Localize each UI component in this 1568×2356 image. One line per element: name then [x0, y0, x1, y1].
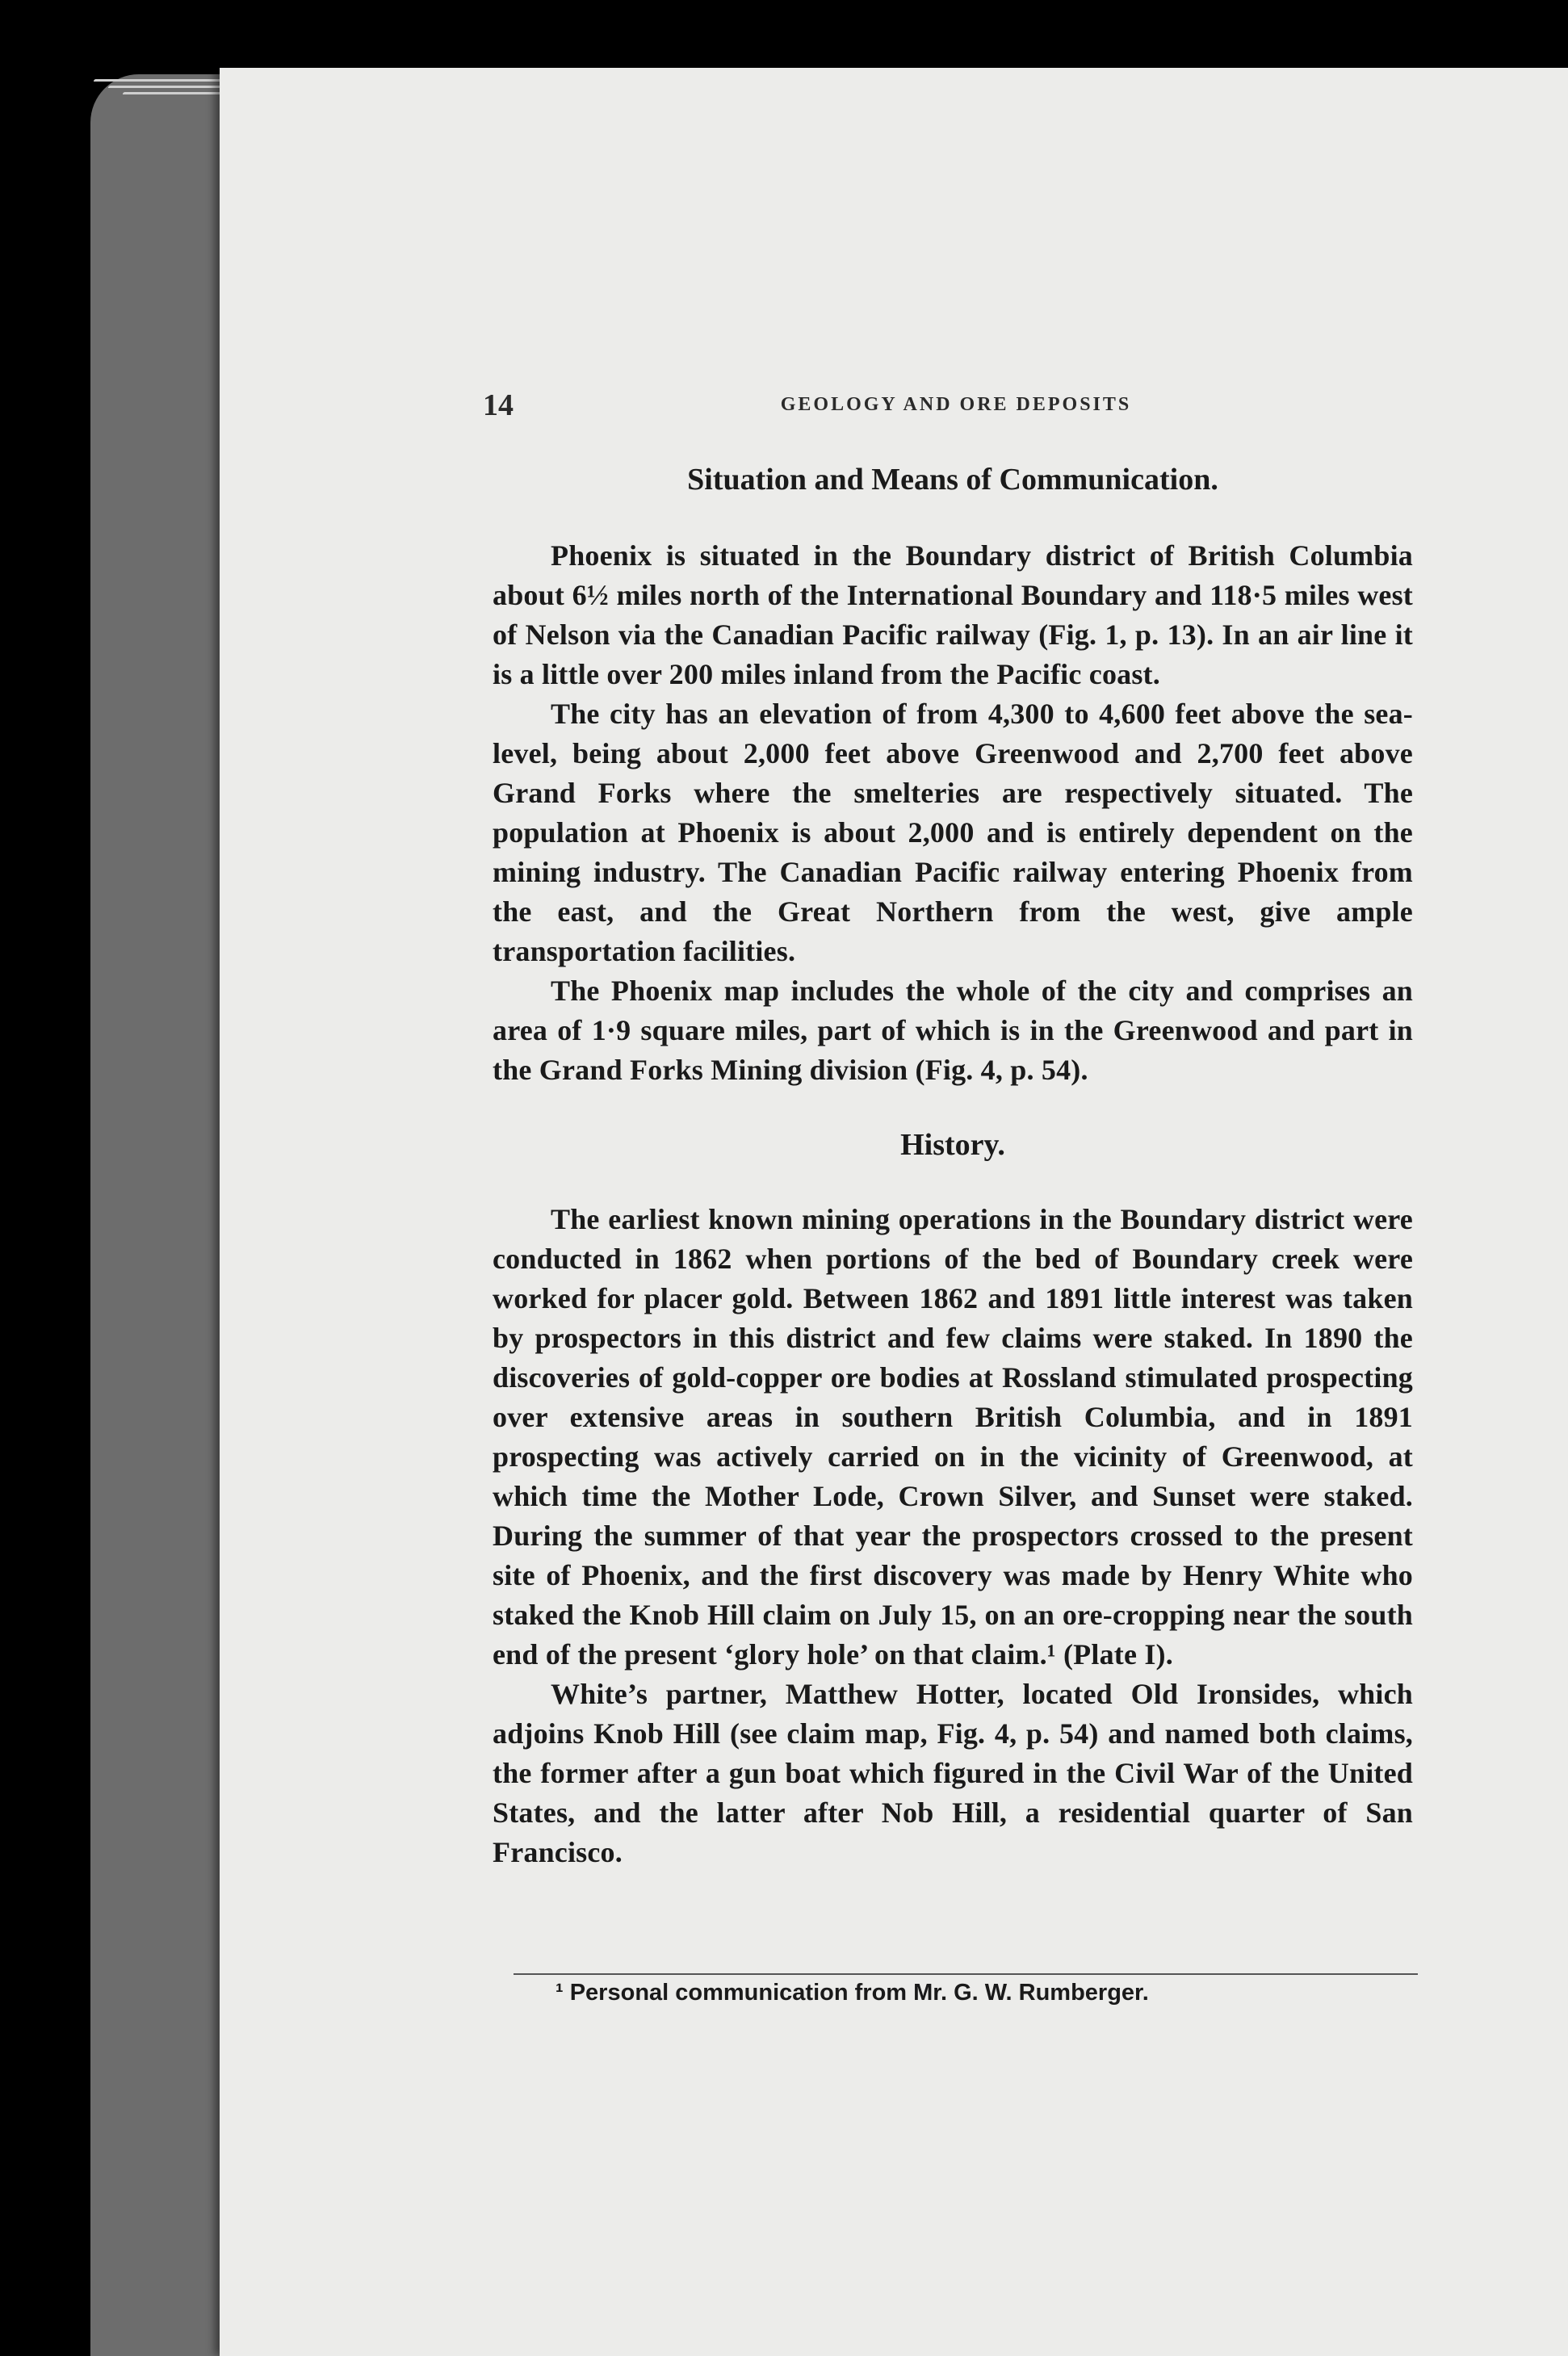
- paragraph: White’s partner, Matthew Hotter, located Old Ironsides, which adjoins Knob Hill (see claim map, Fig. 4, p. 54) and named both claims, the former after a gun boat which figured in the Civil War of the United States, and the latter after Nob Hill, a residential quarter of San Francisco.: [493, 1678, 1413, 1868]
- footnote-rule: [514, 1973, 1418, 1975]
- section-heading-history: History.: [900, 1128, 1005, 1162]
- paragraph: The earliest known mining operations in the Boundary district were conducted in 1862 when portions of the bed of Boundary creek were worked for placer gold. Between 1862 and 1891 little interest was taken by prospectors in this district and few claims were staked. In 1890 the discoveries of gold-copper ore bodies at Rossland stimulated prospecting over extensive areas in southern British Columbia, and in 1891 prospecting was actively carried on in the vicinity of Greenwood, at which time the Mother Lode, Crown Silver, and Sunset were staked. During the summer of that year the prospectors crossed to the present site of Phoenix, and the first discovery was made by Henry White who staked the Knob Hill claim on July 15, on an ore-cropping near the south end of the present ‘glory hole’ on that claim.¹ (Plate I).: [493, 1203, 1413, 1671]
- section-heading-situation: Situation and Means of Communication.: [687, 463, 1218, 497]
- running-head: [483, 388, 1429, 420]
- paragraph: The Phoenix map includes the whole of the city and comprises an area of 1·9 square miles, part of which is in the Greenwood and part in the Grand Forks Mining division (Fig. 4, p. 54).: [493, 975, 1413, 1086]
- footnote: ¹ Personal communication from Mr. G. W. Rumberger.: [556, 1980, 1149, 2006]
- running-title: GEOLOGY AND ORE DEPOSITS: [780, 394, 1132, 415]
- paragraph: Phoenix is situated in the Boundary district of British Columbia about 6½ miles north of the International Boundary and 118·5 miles west of Nelson via the Canadian Pacific railway (Fig. 1, p. 13). In an air line it is a little over 200 miles inland from the Pacific coast.: [493, 539, 1413, 690]
- paragraph: The city has an elevation of from 4,300 to 4,600 feet above the sea-level, being about 2,000 feet above Greenwood and 2,700 feet above Grand Forks where the smelteries are respectively situated. The population at Phoenix is about 2,000 and is entirely dependent on the mining industry. The Canadian Pacific railway entering Phoenix from the east, and the Great Northern from the west, give ample transportation facilities.: [493, 698, 1413, 967]
- page-number: 14: [483, 388, 514, 422]
- page-body: [493, 459, 1413, 1872]
